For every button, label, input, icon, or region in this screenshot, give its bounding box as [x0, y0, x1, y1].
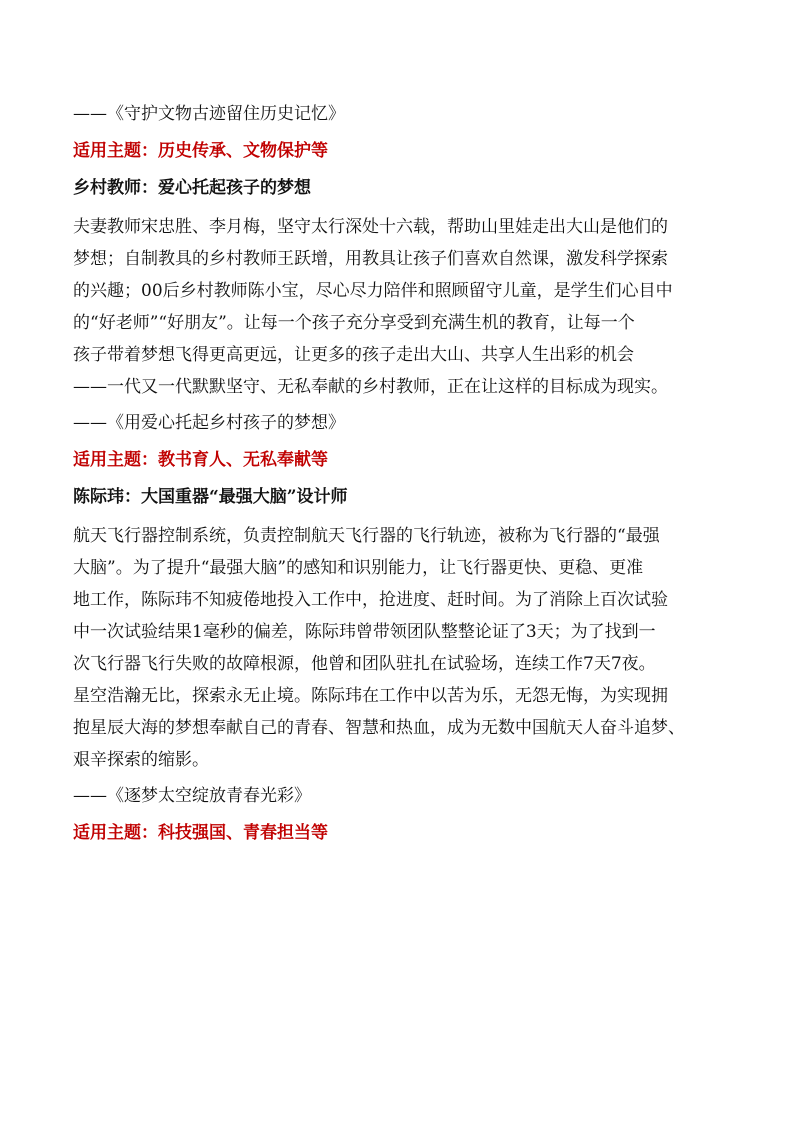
paragraph-line: ——一代又一代默默坚守、无私奉献的乡村教师，正在让这样的目标成为现实。 [73, 377, 668, 397]
section-heading: 陈际玮：大国重器“最强大脑”设计师 [73, 487, 348, 507]
paragraph-line: 夫妻教师宋忠胜、李月梅，坚守太行深处十六载，帮助山里娃走出大山是他们的 [73, 217, 668, 237]
paragraph-line: 的兴趣；00后乡村教师陈小宝，尽心尽力陪伴和照顾留守儿童，是学生们心目中 [73, 281, 673, 301]
paragraph-line: 地工作，陈际玮不知疲倦地投入工作中，抢进度、赶时间。为了消除上百次试验 [73, 590, 668, 610]
paragraph [73, 211, 733, 403]
paragraph-line: 中一次试验结果1毫秒的偏差，陈际玮曾带领团队整整论证了3天；为了找到一 [73, 622, 656, 642]
document-page [73, 100, 733, 856]
source-citation: ——《用爱心托起乡村孩子的梦想》 [73, 413, 345, 433]
paragraph [73, 520, 733, 776]
paragraph-line: 次飞行器飞行失败的故障根源，他曾和团队驻扎在试验场，连续工作7天7夜。 [73, 654, 656, 674]
section-heading: 乡村教师：爱心托起孩子的梦想 [73, 178, 311, 198]
paragraph-line: 航天飞行器控制系统，负责控制航天飞行器的飞行轨迹，被称为飞行器的“最强 [73, 526, 660, 546]
paragraph-line: 星空浩瀚无比，探索永无止境。陈际玮在工作中以苦为乐，无怨无悔，为实现拥 [73, 686, 668, 706]
paragraph-line: 抱星辰大海的梦想奉献自己的青春、智慧和热血，成为无数中国航天人奋斗追梦、 [73, 718, 685, 738]
applicable-theme: 适用主题：科技强国、青春担当等 [73, 823, 328, 843]
source-citation: ——《逐梦太空绽放青春光彩》 [73, 786, 311, 806]
source-citation: ——《守护文物古迹留住历史记忆》 [73, 104, 345, 124]
applicable-theme: 适用主题：教书育人、无私奉献等 [73, 450, 328, 470]
paragraph-line: 梦想；自制教具的乡村教师王跃增，用教具让孩子们喜欢自然课，激发科学探索 [73, 249, 668, 269]
paragraph-line: 艰辛探索的缩影。 [73, 750, 209, 770]
paragraph-line: 大脑”。为了提升“最强大脑”的感知和识别能力，让飞行器更快、更稳、更准 [73, 558, 644, 578]
paragraph-line: 孩子带着梦想飞得更高更远，让更多的孩子走出大山、共享人生出彩的机会 [73, 345, 634, 365]
applicable-theme: 适用主题：历史传承、文物保护等 [73, 141, 328, 161]
paragraph-line: 的“好老师”“好朋友”。让每一个孩子充分享受到充满生机的教育，让每一个 [73, 313, 635, 333]
